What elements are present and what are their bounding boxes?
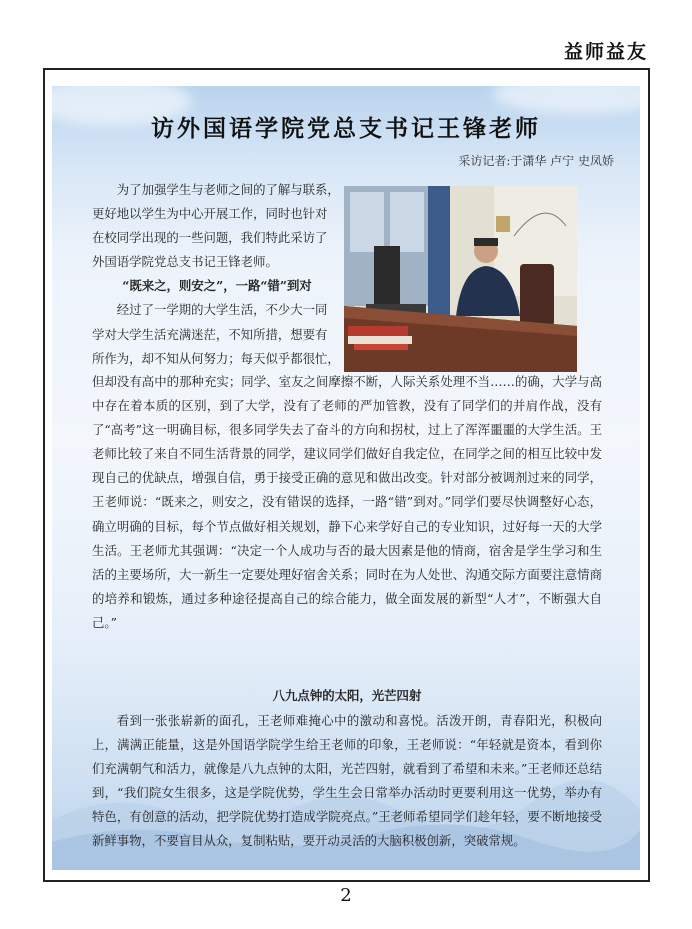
intro-line: 更好地以学生为中心开展工作，同时也针对: [92, 206, 328, 222]
intro-line: 在校同学出现的一些问题，我们特此采访了: [92, 230, 328, 246]
section1-line: 所作为，却不知从何努力；每天似乎都很忙，: [92, 350, 340, 366]
section-tag: 益师益友: [563, 41, 648, 63]
intro-line: 外国语学院党总支书记王锋老师。: [92, 254, 278, 270]
section1-body: 但却没有高中的那种充实；同学、室友之间摩擦不断，人际关系处理不当……的确，大学与高中存在着本质的区别，到了大学，没有了老师的严加管教，没有了同学们的并肩作战，没有了“高考”这一明确目标，很多同学失去了奋斗的方向和拐杖，过上了浑浑噩噩的大学生活。王老师比较了来自不同生活背景的同学，建议同学们做好自我定位，在同学之间的相互比较中发现自己的优缺点，增强自信，勇于接受正确的意见和做出改变。针对部分被调剂过来的同学，王老师说：“既来之，则安之，没有错误的选择，一路“错”到对。”同学们要尽快调整好心态，确立明确的目标，每个节点做好相关规划，静下心来学好自己的专业知识，过好每一天的大学生活。王老师尤其强调：“决定一个人成功与否的最大因素是他的情商，宿舍是学生学习和生活的主要场所，大一新生一定要处理好宿舍关系；同时在为人处世、沟通交际方面要注意情商的培养和锻炼，通过多种途径提高自己的综合能力，做全面发展的新型“人才”，不断强大自己。”: [92, 374, 602, 630]
interview-photo: [344, 186, 577, 372]
intro-line: 为了加强学生与老师之间的了解与联系，: [116, 182, 340, 197]
office-photo-illustration: [344, 186, 577, 372]
subhead-2: 八九点钟的太阳，光芒四射: [272, 688, 422, 703]
article-byline: 采访记者:于潇华 卢宁 史凤娇: [458, 154, 614, 168]
subhead-1: “既来之，则安之”，一路“错”到对: [122, 278, 312, 294]
left-column: [92, 178, 342, 371]
section1-line: 学对大学生活充满迷茫，不知所措，想要有: [92, 326, 328, 342]
page-number: 2: [340, 885, 352, 906]
section1-line: 经过了一学期的大学生活，不少大一同: [116, 302, 328, 318]
article-panel: [52, 86, 640, 870]
section2-body: 看到一张张崭新的面孔，王老师难掩心中的激动和喜悦。活泼开朗，青春阳光，积极向上，满满正能量，这是外国语学院学生给王老师的印象，王老师说：“年轻就是资本，看到你们充满朝气和活力，就像是八九点钟的太阳，光芒四射，就看到了希望和未来。”王老师还总结到，“我们院女生很多，这是学院优势，学生生会日常举办活动时更要利用这一优势，举办有特色，有创意的活动，把学院优势打造成学院亮点。”王老师希望同学们趁年轻，要不断地接受新鲜事物，不要盲目从众，复制粘贴，要开动灵活的大脑积极创新，突破常规。: [92, 713, 602, 849]
article-title: 访外国语学院党总支书记王锋老师: [151, 115, 541, 142]
